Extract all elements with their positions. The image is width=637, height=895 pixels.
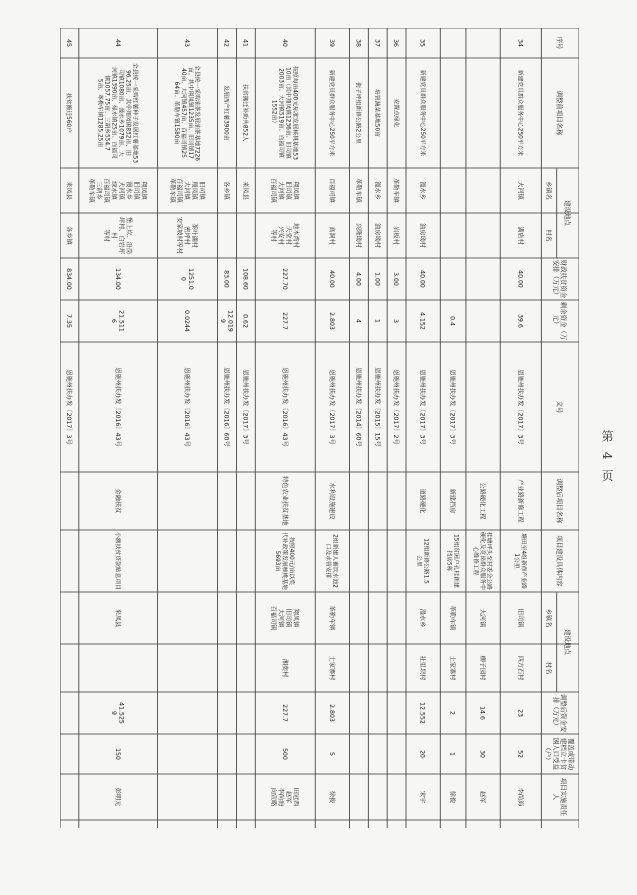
cell-town: 革勒车镇 [392,178,400,203]
cell-village2: 柳子园村 [478,655,486,681]
cell-adj: 道路硬化 [418,488,426,514]
cell-town2: 革勒车镇 [327,605,335,631]
cell-town2: 大河镇 [478,608,486,628]
cell-remain: 0.4 [448,316,456,326]
cell-no: 34 [516,39,524,47]
cell-name: 街子坪组新修公路2公里 [354,82,361,144]
header-loc: 建设地点 [563,200,572,226]
cell-town2: 翔凤镇旧司镇大河镇百福司镇 [269,605,299,631]
cell-no: 39 [327,39,335,47]
cell-name: 新建党员群众服务中心250平方米 [418,69,425,157]
header-content: 项目建设具体内容 [555,535,564,587]
cell-doc: 恩施州扶办发〔2017〕3号 [418,369,426,445]
cell-name: 全县统一采购油茶发展油茶基地7226亩，其中翔凤镇1235亩、旧司镇1740亩、大河镇457亩、百福司镇2564亩、革勒车镇1580亩 [172,65,200,161]
cell-remain: 21.5116 [110,310,125,332]
cell-town2: 漫水乡 [418,608,426,628]
cell-owner: 田冠西赵军李尚海向宣略 [269,787,299,807]
cell-village: 各乡镇 [64,226,72,245]
cell-funds: 834.00 [64,268,72,290]
cell-town: 革勒车镇 [354,178,362,203]
cell-doc: 恩施州扶办发〔2015〕15号 [373,367,381,447]
cell-no: 44 [113,39,121,47]
cell-doc: 恩施州扶办发〔2017〕3号 [448,369,456,445]
cell-no: 37 [373,39,381,47]
cell-village2: 土家寨村 [448,655,456,681]
cell-doc: 恩施州扶办发〔2016〕43号 [280,367,288,447]
cell-town: 旧司镇翔凤镇大河镇百福司镇革勒车镇 [168,178,206,203]
cell-no: 45 [64,39,72,47]
cell-town: 百福司镇 [327,178,335,203]
header-name: 调整前项目名称 [555,90,564,136]
cell-remain: 39.6 [516,314,524,328]
cell-town2: 旧司镇 [516,608,524,628]
cell-village: 地木湾村天堂村兴安村等村 [269,223,299,248]
cell-adj: 公路硬化工程 [478,482,486,520]
header-funds: 财政扶贫资金安排（万元） [551,259,568,299]
cell-remain: 7.35 [64,314,72,328]
cell-remain: 12.0199 [218,310,234,332]
cell-content: 小额扶贫贷款贴息项目 [113,532,120,590]
cell-remain: 2.803 [327,312,335,330]
cell-remain: 227.7 [280,312,288,330]
header-loc2: 建设地点 [563,629,572,655]
cell-village: 岩板村 [392,226,400,245]
cell-no: 35 [418,39,426,47]
cell-name: 全县统一采购红薯种子发展红薯基地5396.25亩，其中翔凤镇832亩、旧司镇1080亩、漫水乡1079亩、大河镇1390亩、绿水镇25亩、百福司镇1057.75亩、三胡乡554.75亩、革勒车镇1285.25亩 [96,62,138,164]
cell-ben: 20 [418,750,426,758]
cell-remain: 4 [354,319,362,323]
cell-funds: 227.70 [280,268,288,290]
cell-no: 38 [354,39,362,47]
cell-doc: 恩施州扶办发〔2016〕43号 [183,367,191,447]
cell-adjfunds: 14.6 [478,706,486,720]
cell-doc: 恩施州扶办发〔2016〕60号 [222,367,230,447]
header-town2: 乡镇名 [544,608,552,628]
cell-village2: 湘奕村 [280,658,288,678]
cell-village: 油房坳村 [373,223,381,248]
cell-name: 扶贫搬迁560户 [65,92,72,134]
cell-funds: 108.60 [241,268,249,290]
header-town: 乡镇名 [544,181,552,200]
header-village: 村名 [544,229,552,242]
cell-adjfunds: 227.7 [280,704,288,722]
cell-village2: 土家寨村 [327,655,335,681]
cell-content: 12组新修公路1.5公里 [415,538,429,584]
cell-remain: 3 [392,319,400,323]
cell-ben: 1 [448,752,456,756]
cell-adjfunds: 23 [516,709,524,717]
cell-doc: 恩施州扶办发〔2014〕60号 [354,367,362,447]
cell-adj: 新建挡房 [448,488,456,514]
cell-funds: 1.00 [373,272,381,286]
cell-funds: 40.00 [418,270,426,288]
cell-ben: 5 [327,752,335,756]
cell-doc: 恩施州扶办发〔2017〕3号 [241,369,249,445]
cell-content: 15组贫困户孔桂新建挡房5栋 [445,534,459,588]
cell-remain: 0.0244 [183,310,191,332]
cell-remain: 1 [373,319,381,323]
cell-funds: 3.00 [392,272,400,286]
cell-owner: 宋宇 [418,790,426,804]
cell-owner: 彭明元 [113,787,121,807]
cell-no: 40 [280,39,288,47]
cell-content: 按照400元/亩以奖代补政策发展核桃基地5693亩 [273,532,294,590]
header-beneficiary: 覆盖或带动建档立卡贫困人口受益（户） [544,738,576,770]
rotated-project-table [60,28,579,828]
header-village2: 村名 [544,661,552,675]
cell-no: 42 [222,39,230,47]
cell-adj: 水利设施建设 [327,482,335,520]
cell-town: 各乡镇 [222,181,230,200]
cell-owner: 赵军 [478,790,486,804]
header-seq: 序号 [555,36,564,50]
cell-no: 43 [183,39,191,47]
cell-adj: 特色农业扶贫基地 [280,476,288,526]
cell-remain: 4.152 [418,312,426,330]
cell-funds: 83.00 [222,270,230,288]
cell-name: 按照每亩400元标准发展核桃基地5310亩（其中翔凤镇1236亩、旧司镇2003亩、大河镇519亩、百福司镇1552亩） [270,66,298,160]
cell-village: 兴隆坳村 [354,223,362,248]
cell-doc: 恩施州扶办发〔2017〕3号 [327,369,335,445]
page-number: 第 4 页 [600,430,614,485]
cell-name: 扶贫搬迁补助共852人 [241,84,248,142]
cell-town: 翔凤镇旧司镇大河镇百福司镇 [269,178,299,203]
cell-content: 塘田至4组新修产业路1公里 [512,533,526,589]
cell-adj: 产业路新修工程 [516,479,524,523]
cell-town: 漫水乡 [373,181,381,200]
cell-doc: 恩施州扶办发〔2016〕43号 [113,367,121,447]
cell-town: 来凤县 [241,181,249,200]
cell-village: 堡上坎、沿岗坪村、白岩坪村等村 [102,216,132,255]
cell-name: 安置点绿化 [392,98,399,128]
cell-funds: 134.00 [113,268,121,290]
cell-doc: 恩施州扶办发〔2017〕2号 [392,369,400,445]
cell-village2: 社里坝村 [418,655,426,681]
cell-village: 高洞村 [327,226,335,245]
cell-content: 桂塘坪头至村委会公路硬化及竞岗群众服务中心维修工程 [471,532,492,590]
cell-name: 新建党员群众服务中心250平方米 [328,69,335,157]
cell-remain: 0.62 [241,314,249,328]
cell-adjfunds: 41.5259 [110,702,125,724]
cell-town2: 来凤县 [113,608,121,628]
cell-ben: 52 [516,750,524,758]
cell-town: 翔凤镇旧司镇漫水乡大河镇绿水镇百福司镇三胡乡革勒车镇 [87,178,147,203]
cell-ben: 150 [113,748,121,760]
cell-owner: 徐俊 [448,790,456,804]
cell-town: 大河镇 [516,181,524,200]
cell-name: 新建党员群众服务中心250平方米 [516,69,523,157]
cell-adjfunds: 12.552 [418,702,426,724]
cell-ben: 30 [478,750,486,758]
cell-funds: 40.00 [327,270,335,288]
header-doc: 文号 [555,400,564,414]
header-owner: 项目实施责任人 [551,777,568,817]
cell-town2: 革勒车镇 [448,605,456,631]
header-adj_name: 调整后项目名称 [555,478,564,524]
cell-town: 漫水乡 [418,181,426,200]
cell-funds: 4.00 [354,272,362,286]
cell-owner: 李尚海 [516,787,524,807]
cell-town: 来凤县 [64,181,72,200]
cell-ben: 500 [280,748,288,760]
cell-adjfunds: 2 [448,711,456,715]
cell-funds: 1251.00 [179,268,194,290]
cell-village: 油房坳村 [418,223,426,248]
cell-name: 发展西产红薯3900亩 [222,85,229,141]
cell-no: 36 [392,39,400,47]
cell-name: 培管蔬菜基地50亩 [373,89,380,137]
cell-doc: 恩施州扶办发〔2017〕3号 [64,369,72,445]
cell-adjfunds: 2.803 [327,704,335,722]
cell-village: 茶叶湖村密坪村安家坡村等村 [175,216,198,255]
cell-village2: 四方石村 [516,655,524,681]
cell-village: 满店村 [516,226,524,245]
cell-funds: 40.00 [516,270,524,288]
cell-content: 2组新建人畜饮水池2口及水管安排 [324,534,338,588]
cell-owner: 徐俊 [327,790,335,804]
header-remain: 剩余资金（万元） [551,301,568,341]
cell-doc: 恩施州扶办发〔2017〕3号 [516,369,524,445]
header-adj_funds: 调整后资金安排（万元） [551,693,568,733]
cell-no: 41 [241,39,249,47]
cell-adj: 金融扶贫 [113,488,121,514]
